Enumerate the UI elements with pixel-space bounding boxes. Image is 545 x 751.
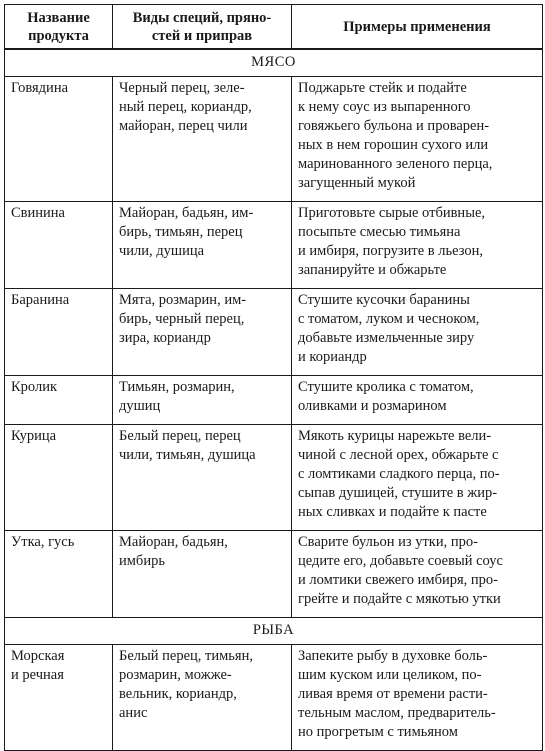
cell-usage: Сварите бульон из утки, про- цедите его, добавьте соевый соус и ломтики свежего имбиря, про- грейте и подайте с мякотью утки — [292, 531, 543, 618]
cell-product: Баранина — [5, 289, 113, 376]
section-title: МЯСО — [5, 49, 543, 77]
table-row — [5, 531, 543, 618]
cell-product: Утка, гусь — [5, 531, 113, 618]
cell-spices: Майоран, бадьян, им- бирь, тимьян, перец чили, душица — [113, 202, 292, 289]
table-row — [5, 77, 543, 202]
cell-usage: Поджарьте стейк и подайте к нему соус из выпаренного говяжьего бульона и проварен- ных в нем горошин сухого или маринованного зеленого перца, загущенный мукой — [292, 77, 543, 202]
table-row — [5, 376, 543, 425]
cell-product: Говядина — [5, 77, 113, 202]
cell-product: Свинина — [5, 202, 113, 289]
cell-spices: Майоран, бадьян, имбирь — [113, 531, 292, 618]
cell-product: Морская и речная — [5, 645, 113, 751]
cell-usage: Запеките рыбу в духовке боль- шим куском или целиком, по- ливая время от времени расти- тельным маслом, предваритель- но прогретым с тимьяном — [292, 645, 543, 751]
cell-product: Кролик — [5, 376, 113, 425]
table-row — [5, 425, 543, 531]
spices-table — [4, 4, 543, 751]
cell-usage: Мякоть курицы нарежьте вели- чиной с лесной орех, обжарьте с с ломтиками сладкого перца, по- сыпав душицей, стушите в жир- ных сливках и подайте к пасте — [292, 425, 543, 531]
cell-spices: Черный перец, зеле- ный перец, кориандр, майоран, перец чили — [113, 77, 292, 202]
cell-usage: Стушите кролика с томатом, оливками и розмарином — [292, 376, 543, 425]
cell-product: Курица — [5, 425, 113, 531]
cell-usage: Стушите кусочки баранины с томатом, луком и чесноком, добавьте измельченные зиру и кориандр — [292, 289, 543, 376]
table-row — [5, 202, 543, 289]
section-title: РЫБА — [5, 618, 543, 645]
cell-spices: Мята, розмарин, им- бирь, черный перец, зира, кориандр — [113, 289, 292, 376]
cell-usage: Приготовьте сырые отбивные, посыпьте смесью тимьяна и имбиря, погрузите в льезон, запанируйте и обжарьте — [292, 202, 543, 289]
header-usage: Примеры применения — [292, 5, 543, 50]
cell-spices: Тимьян, розмарин, душиц — [113, 376, 292, 425]
table-header-row — [5, 5, 543, 50]
section-row-meat — [5, 49, 543, 77]
cell-spices: Белый перец, тимьян, розмарин, можже- вельник, кориандр, анис — [113, 645, 292, 751]
table-row — [5, 645, 543, 751]
section-row-fish — [5, 618, 543, 645]
header-product: Название продукта — [5, 5, 113, 50]
header-spices: Виды специй, пряно- стей и приправ — [113, 5, 292, 50]
table-row — [5, 289, 543, 376]
cell-spices: Белый перец, перец чили, тимьян, душица — [113, 425, 292, 531]
